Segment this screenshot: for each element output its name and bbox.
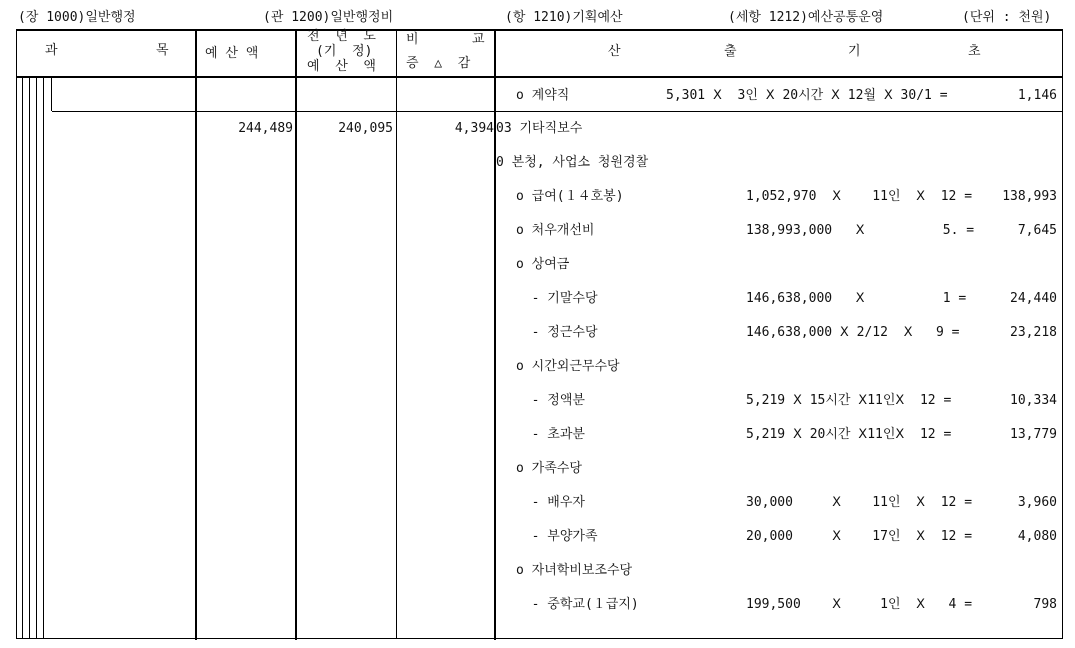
- hang-label: (항 1210)기획예산: [505, 10, 623, 25]
- unit-label: (단위 : 천원): [962, 10, 1052, 25]
- item-amount: 798: [1033, 597, 1057, 612]
- item-calc: 146,638,000 Ⅹ 1 =: [746, 291, 967, 306]
- item-calc: 138,993,000 Ⅹ 5. =: [746, 223, 975, 238]
- row-separator: [52, 111, 1063, 112]
- item-calc: 5,219 Ⅹ 15시간 Ⅹ11인Ⅹ 12 =: [746, 393, 952, 408]
- item-calc: 30,000 Ⅹ 11인 Ⅹ 12 =: [746, 495, 973, 510]
- item-amount: 10,334: [1010, 393, 1057, 408]
- section-title: 03 기타직보수: [496, 121, 583, 136]
- header-basis-3: 기: [848, 44, 861, 59]
- header-prev-line3: 예 산 액: [307, 59, 376, 74]
- item-calc: 1,052,970 Ⅹ 11인 Ⅹ 12 =: [746, 189, 973, 204]
- header-basis-1: 산: [608, 44, 621, 59]
- header-cmp-diff: 증 △ 감: [406, 56, 471, 71]
- row1-calc: 5,301 Ⅹ 3인 Ⅹ 20시간 Ⅹ 12월 Ⅹ 30/1 =: [666, 88, 948, 103]
- item-label: - 기말수당: [516, 291, 598, 306]
- table-bottom-border: [16, 638, 1063, 639]
- gwan-label: (관 1200)일반행정비: [263, 10, 394, 25]
- jang-label: (장 1000)일반행정: [18, 10, 136, 25]
- header-basis-2: 출: [724, 44, 737, 59]
- item-calc: 199,500 Ⅹ 1인 Ⅹ 4 =: [746, 597, 973, 612]
- table-top-border: [16, 29, 1063, 31]
- section-budget: 244,489: [238, 121, 293, 136]
- section-diff: 4,394: [454, 121, 494, 136]
- section-prev: 240,095: [338, 121, 393, 136]
- item-label: ο 상여금: [516, 257, 570, 272]
- item-amount: 13,779: [1010, 427, 1057, 442]
- header-basis-4: 초: [968, 44, 981, 59]
- item-amount: 7,645: [1017, 223, 1057, 238]
- item-calc: 5,219 Ⅹ 20시간 Ⅹ11인Ⅹ 12 =: [746, 427, 952, 442]
- col-divider-prev: [295, 29, 297, 640]
- col-divider-budget: [195, 29, 197, 640]
- header-gwamok-a: 과: [45, 43, 58, 58]
- gwamok-tree-line: [43, 78, 44, 638]
- row1-amount: 1,146: [1017, 88, 1057, 103]
- gwamok-tree-line: [51, 78, 52, 111]
- item-calc: 20,000 Ⅹ 17인 Ⅹ 12 =: [746, 529, 973, 544]
- item-label: - 정액분: [516, 393, 585, 408]
- item-label: ο 자녀학비보조수당: [516, 563, 633, 578]
- item-label: - 부양가족: [516, 529, 598, 544]
- sehang-label: (세항 1212)예산공통운영: [728, 10, 884, 25]
- table-left-border: [16, 29, 17, 639]
- item-amount: 3,960: [1017, 495, 1057, 510]
- item-label: - 중학교(１급지): [516, 597, 639, 612]
- col-divider-diff: [396, 29, 397, 639]
- item-label: - 정근수당: [516, 325, 598, 340]
- section-subtitle: 0 본청, 사업소 청원경찰: [496, 155, 649, 170]
- item-label: - 초과분: [516, 427, 585, 442]
- item-label: ο 시간외근무수당: [516, 359, 620, 374]
- item-label: ο 처우개선비: [516, 223, 595, 238]
- item-label: ο 가족수당: [516, 461, 582, 476]
- item-amount: 23,218: [1010, 325, 1057, 340]
- header-prev-line1: 전 년 도: [307, 29, 376, 44]
- item-label: - 배우자: [516, 495, 585, 510]
- header-bottom-border: [16, 76, 1063, 78]
- header-gwamok-b: 목: [156, 43, 169, 58]
- table-right-border: [1062, 29, 1063, 639]
- header-cmp-b: 교: [472, 32, 485, 47]
- header-cmp-a: 비: [406, 32, 419, 47]
- item-amount: 138,993: [1002, 189, 1057, 204]
- row1-label: ο 계약직: [516, 88, 570, 103]
- item-label: ο 급여(１４호봉): [516, 189, 624, 204]
- header-budget: 예 산 액: [205, 46, 259, 61]
- gwamok-tree-line: [22, 78, 23, 638]
- item-amount: 4,080: [1017, 529, 1057, 544]
- item-calc: 146,638,000 Ⅹ 2/12 Ⅹ 9 =: [746, 325, 960, 340]
- gwamok-tree-line: [36, 78, 37, 638]
- gwamok-tree-line: [29, 78, 30, 638]
- item-amount: 24,440: [1010, 291, 1057, 306]
- header-prev-line2: (기 정): [316, 44, 373, 59]
